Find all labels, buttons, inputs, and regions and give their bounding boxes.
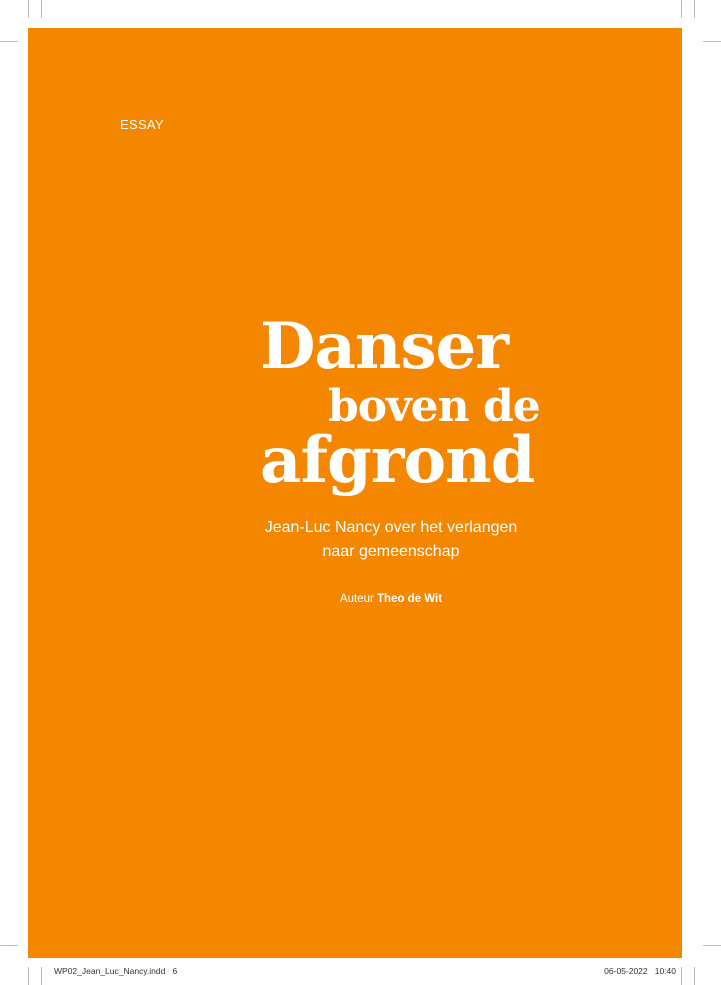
orange-page-area	[28, 28, 682, 958]
crop-mark	[703, 945, 721, 946]
byline-author: Theo de Wit	[377, 593, 443, 605]
crop-mark	[28, 0, 29, 18]
subtitle	[228, 516, 554, 564]
byline-prefix: Auteur	[339, 593, 374, 605]
slug-filename: WP02_Jean_Luc_Nancy.indd 6	[54, 966, 178, 976]
title-line-2: boven de	[328, 381, 540, 432]
crop-mark	[694, 967, 695, 985]
crop-mark	[28, 967, 29, 985]
crop-mark	[41, 967, 42, 985]
crop-mark	[681, 967, 682, 985]
section-label: ESSAY	[120, 117, 164, 132]
subtitle-line-1: Jean-Luc Nancy over het verlangen	[264, 519, 518, 536]
slug-datetime: 06-05-2022 10:40	[604, 966, 676, 976]
crop-mark	[41, 0, 42, 18]
title-line-3: afgrond	[260, 423, 535, 498]
crop-mark	[681, 0, 682, 18]
crop-mark	[0, 41, 18, 42]
crop-mark	[694, 0, 695, 18]
title-line-1: Danser	[260, 309, 508, 384]
crop-mark	[0, 945, 18, 946]
byline	[228, 593, 554, 605]
subtitle-line-2: naar gemeenschap	[322, 543, 460, 560]
crop-mark	[703, 41, 721, 42]
